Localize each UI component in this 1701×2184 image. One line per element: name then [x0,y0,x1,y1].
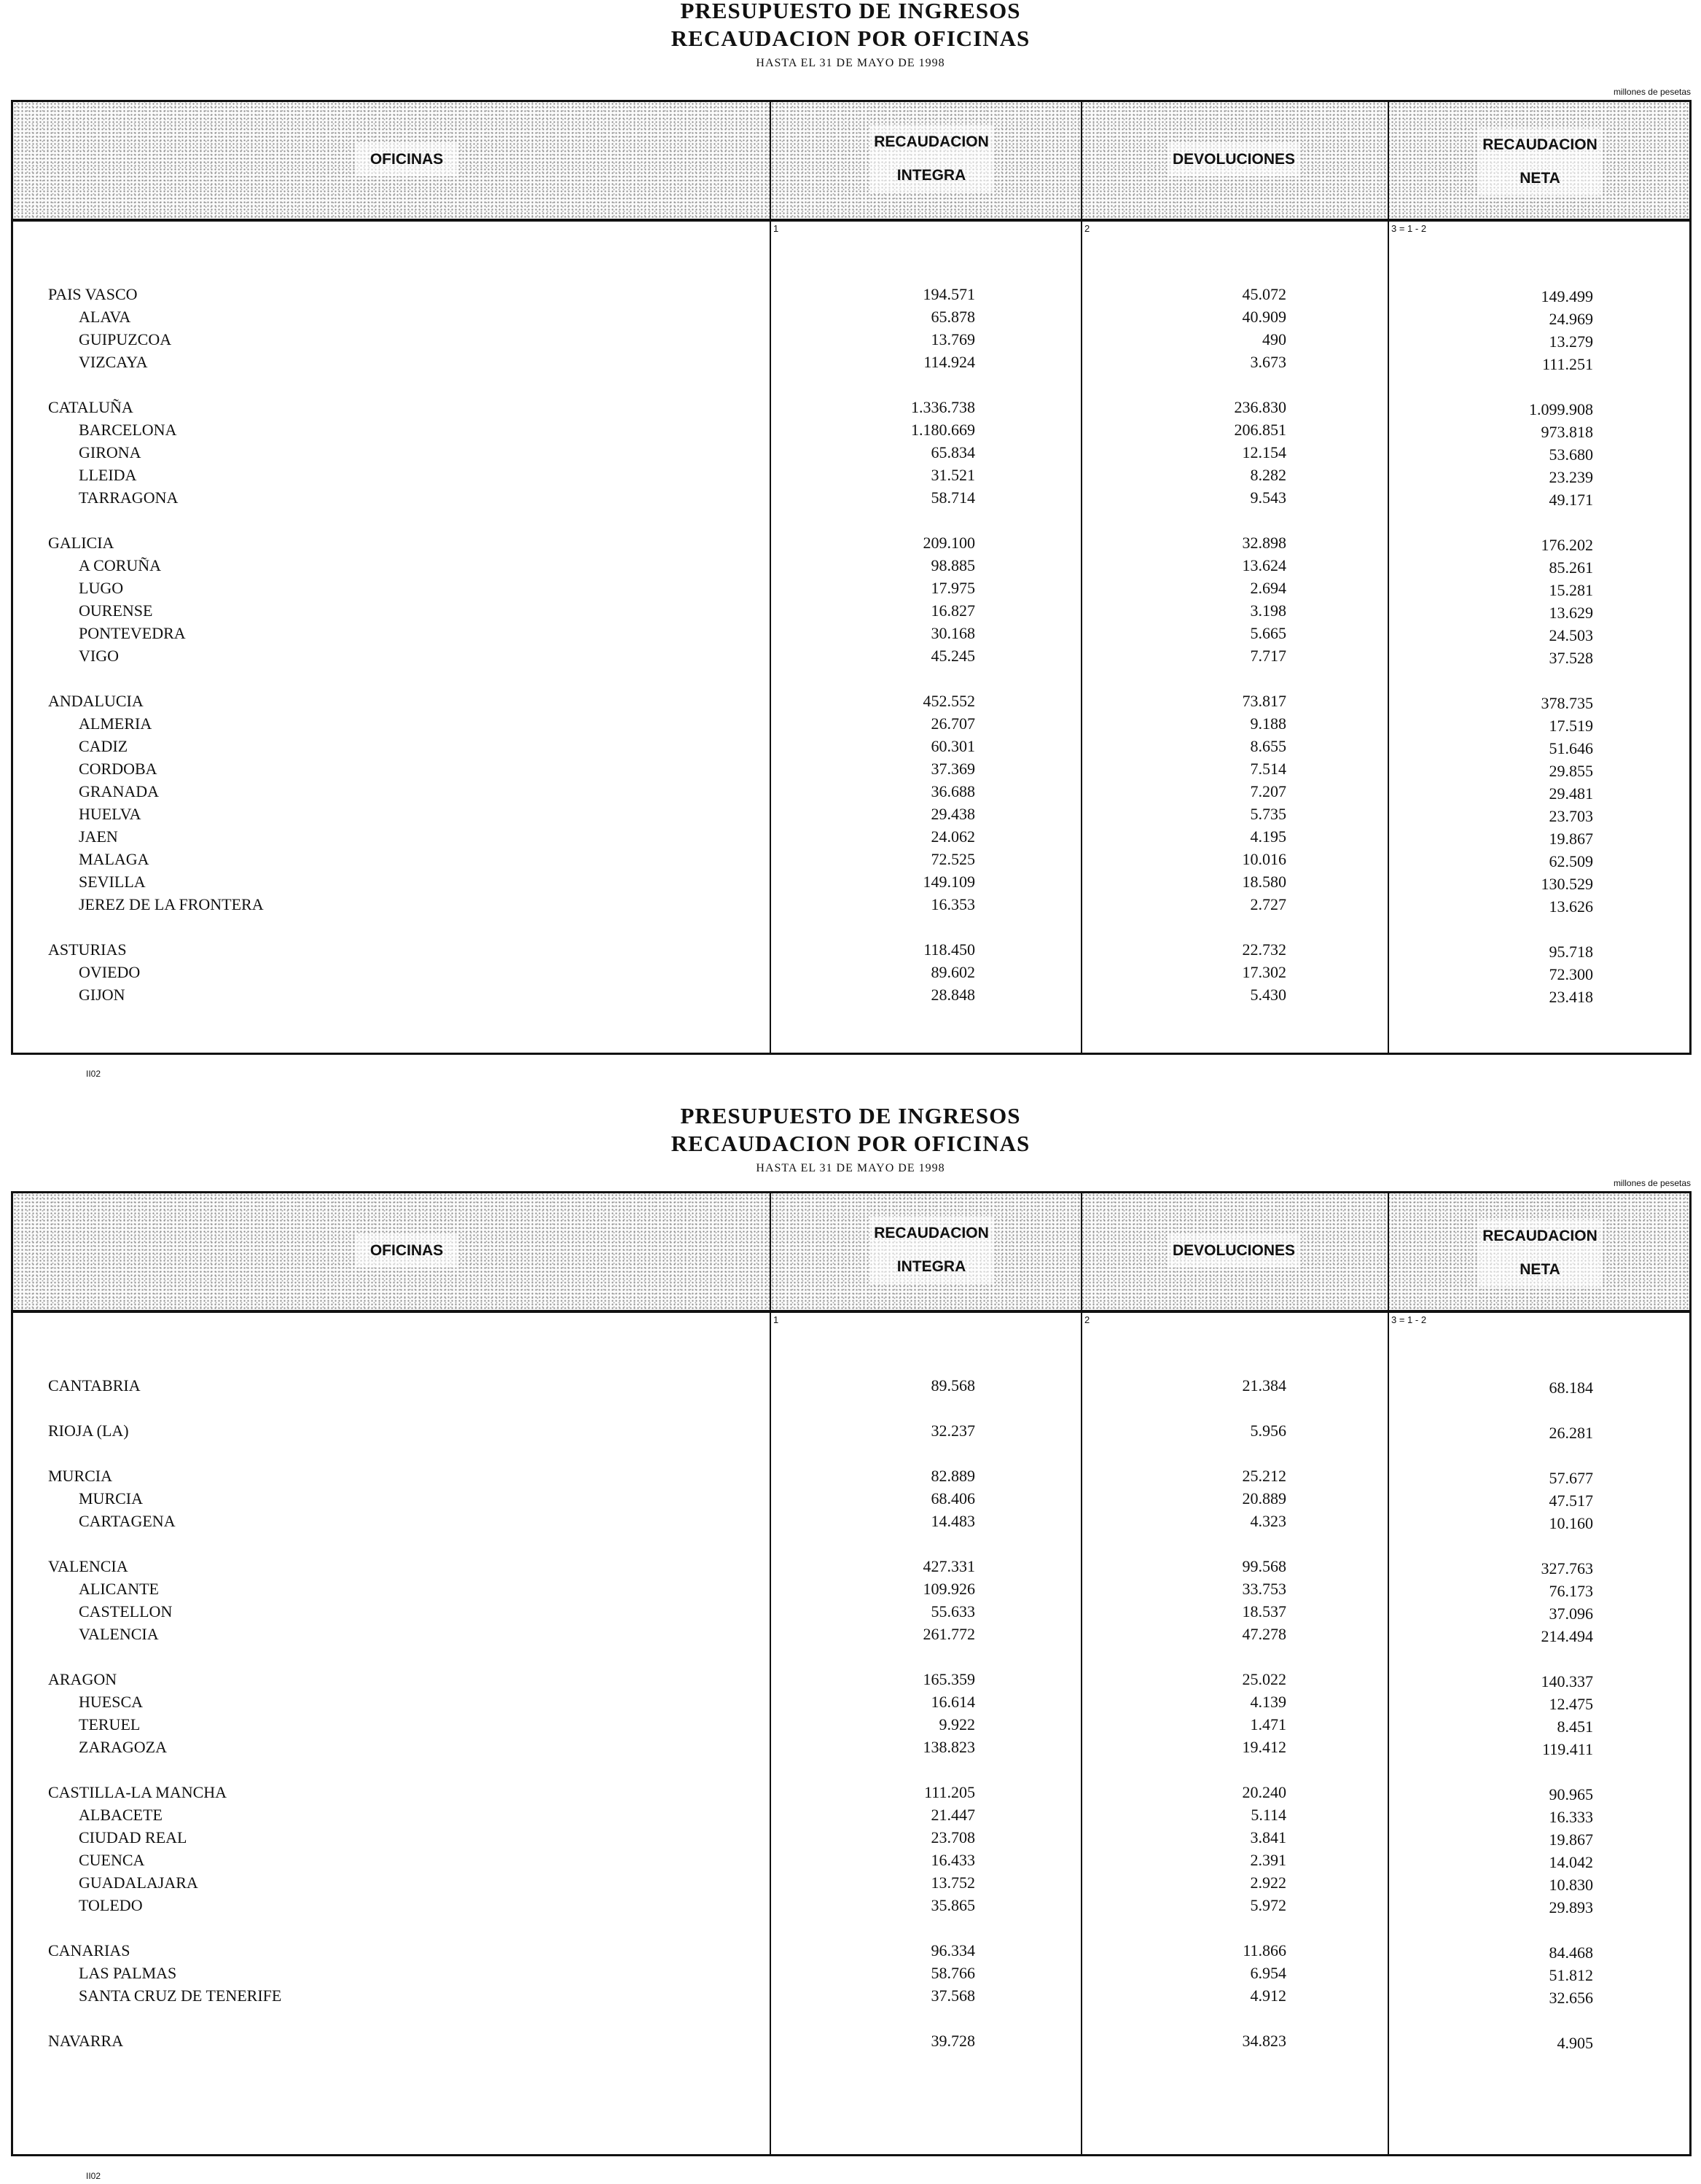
office-name: TERUEL [79,1715,141,1733]
recaudacion-integra-value: 58.714 [931,488,975,507]
office-row [13,1849,1689,1871]
region-name: PAIS VASCO [48,285,138,303]
header-integra-line1: RECAUDACION [874,133,989,150]
recaudacion-neta-value: 17.519 [1549,717,1593,735]
office-name: VIGO [79,647,119,665]
recaudacion-neta-value: 378.735 [1541,694,1593,712]
region-name: CANTABRIA [48,1376,141,1395]
header-oficinas: OFICINAS [356,143,458,176]
recaudacion-integra-value: 65.878 [931,308,975,326]
recaudacion-integra-value: 114.924 [923,353,975,371]
office-name: CUENCA [79,1851,145,1869]
office-row [13,1690,1689,1713]
office-name: ALAVA [79,308,131,326]
recaudacion-neta-value: 62.509 [1549,852,1593,870]
office-name: JEREZ DE LA FRONTERA [79,895,264,913]
office-row [13,1984,1689,2007]
devoluciones-value: 47.278 [1242,1625,1286,1643]
recaudacion-integra-value: 452.552 [923,692,975,710]
devoluciones-value: 12.154 [1242,443,1286,461]
devoluciones-value: 73.817 [1242,692,1286,710]
recaudacion-integra-value: 1.180.669 [911,421,975,439]
recaudacion-integra-value: 165.359 [923,1670,975,1688]
office-name: SANTA CRUZ DE TENERIFE [79,1986,282,2005]
recaudacion-integra-value: 37.568 [931,1986,975,2005]
recaudacion-neta-value: 57.677 [1549,1469,1593,1487]
recaudacion-integra-value: 14.483 [931,1512,975,1530]
report-title: PRESUPUESTO DE INGRESOS [680,0,1021,23]
region-name: ANDALUCIA [48,692,144,710]
office-name: BARCELONA [79,421,177,439]
devoluciones-value: 32.898 [1242,534,1286,552]
recaudacion-integra-value: 1.336.738 [911,398,975,416]
header-neta-line1: RECAUDACION [1482,1228,1598,1244]
office-name: LAS PALMAS [79,1964,177,1982]
recaudacion-integra-value: 209.100 [923,534,975,552]
report-date: HASTA EL 31 DE MAYO DE 1998 [756,57,945,69]
recaudacion-integra-value: 82.889 [931,1467,975,1485]
recaudacion-neta-value: 19.867 [1549,1830,1593,1849]
header-integra-line1: RECAUDACION [874,1225,989,1241]
column-number: 1 [773,223,779,234]
column-number: 2 [1084,223,1090,234]
recaudacion-neta-value: 95.718 [1549,943,1593,961]
recaudacion-neta-value: 76.173 [1549,1582,1593,1600]
region-row [13,1555,1689,1577]
office-name: PONTEVEDRA [79,624,186,642]
office-name: MURCIA [79,1489,144,1508]
recaudacion-neta-value: 13.629 [1549,604,1593,622]
recaudacion-integra-value: 118.450 [923,940,975,959]
devoluciones-value: 20.889 [1242,1489,1286,1508]
report-subtitle: RECAUDACION POR OFICINAS [670,1131,1031,1156]
recaudacion-neta-value: 19.867 [1549,830,1593,848]
office-row [13,1962,1689,1984]
office-name: LLEIDA [79,466,137,484]
recaudacion-neta-value: 23.703 [1549,807,1593,825]
recaudacion-integra-value: 24.062 [931,827,975,846]
recaudacion-integra-value: 98.885 [931,556,975,574]
recaudacion-neta-value: 1.099.908 [1529,400,1593,418]
recaudacion-integra-value: 28.848 [931,986,975,1004]
devoluciones-value: 5.114 [1251,1806,1286,1824]
recaudacion-neta-value: 68.184 [1549,1378,1593,1397]
devoluciones-value: 4.912 [1250,1986,1286,2005]
recaudacion-neta-value: 51.646 [1549,739,1593,757]
office-row [13,1510,1689,1532]
devoluciones-value: 2.694 [1250,579,1286,597]
recaudacion-integra-value: 29.438 [931,805,975,823]
recaudacion-neta-value: 47.517 [1549,1491,1593,1510]
office-name: OVIEDO [79,963,141,981]
recaudacion-integra-value: 13.769 [931,330,975,348]
recaudacion-integra-value: 111.205 [924,1783,975,1801]
recaudacion-neta-value: 90.965 [1549,1785,1593,1803]
devoluciones-value: 236.830 [1234,398,1286,416]
header-integra-line2: INTEGRA [896,167,966,184]
report-subtitle: RECAUDACION POR OFICINAS [670,26,1031,51]
header-devoluciones: DEVOLUCIONES [1168,1234,1299,1268]
recaudacion-neta-value: 15.281 [1549,581,1593,599]
page-footer-code: II02 [86,2171,101,2181]
recaudacion-integra-value: 17.975 [931,579,975,597]
recaudacion-neta-value: 119.411 [1542,1740,1593,1758]
recaudacion-integra-value: 60.301 [931,737,975,755]
devoluciones-value: 7.514 [1250,760,1286,778]
devoluciones-value: 8.655 [1250,737,1286,755]
devoluciones-value: 4.139 [1250,1693,1286,1711]
recaudacion-integra-value: 23.708 [931,1828,975,1846]
office-name: JAEN [79,827,118,846]
devoluciones-value: 5.735 [1250,805,1286,823]
recaudacion-neta-value: 72.300 [1549,965,1593,983]
devoluciones-value: 3.673 [1250,353,1286,371]
office-name: HUELVA [79,805,141,823]
recaudacion-neta-value: 973.818 [1541,423,1593,441]
devoluciones-value: 25.212 [1242,1467,1286,1485]
office-name: CADIZ [79,737,128,755]
devoluciones-value: 20.240 [1242,1783,1286,1801]
office-name: GIJON [79,986,125,1004]
office-row [13,1577,1689,1600]
recaudacion-neta-value: 51.812 [1549,1966,1593,1984]
devoluciones-value: 5.972 [1250,1896,1286,1914]
devoluciones-value: 18.537 [1242,1602,1286,1621]
recaudacion-neta-value: 14.042 [1549,1853,1593,1871]
recaudacion-neta-value: 16.333 [1549,1808,1593,1826]
office-name: GIRONA [79,443,141,461]
header-neta-line2: NETA [1520,1261,1560,1278]
recaudacion-neta-value: 8.451 [1557,1717,1593,1736]
header-neta-line1: RECAUDACION [1482,136,1598,153]
recaudacion-neta-value: 4.905 [1557,2034,1593,2052]
page-footer-code: II02 [86,1069,101,1079]
devoluciones-value: 8.282 [1250,466,1286,484]
office-row [13,1871,1689,1894]
region-row [13,2029,1689,2052]
recaudacion-integra-value: 149.109 [923,873,975,891]
recaudacion-integra-value: 21.447 [931,1806,975,1824]
devoluciones-value: 99.568 [1242,1557,1286,1575]
region-row [13,1465,1689,1487]
devoluciones-value: 7.717 [1250,647,1286,665]
devoluciones-value: 6.954 [1250,1964,1286,1982]
devoluciones-value: 2.727 [1250,895,1286,913]
recaudacion-integra-value: 16.353 [931,895,975,913]
office-name: CASTELLON [79,1602,173,1621]
recaudacion-neta-value: 53.680 [1549,445,1593,464]
office-name: GRANADA [79,782,159,800]
recaudacion-neta-value: 29.481 [1549,784,1593,803]
region-name: VALENCIA [48,1557,128,1575]
devoluciones-value: 9.188 [1250,714,1286,733]
column-number: 1 [773,1314,779,1325]
devoluciones-value: 19.412 [1242,1738,1286,1756]
recaudacion-neta-value: 26.281 [1549,1424,1593,1442]
devoluciones-value: 4.323 [1250,1512,1286,1530]
devoluciones-value: 5.430 [1250,986,1286,1004]
devoluciones-value: 10.016 [1242,850,1286,868]
recaudacion-integra-value: 72.525 [931,850,975,868]
devoluciones-value: 25.022 [1242,1670,1286,1688]
recaudacion-neta-value: 37.096 [1549,1604,1593,1623]
region-name: GALICIA [48,534,114,552]
office-name: CARTAGENA [79,1512,176,1530]
devoluciones-value: 7.207 [1250,782,1286,800]
region-name: CATALUÑA [48,398,133,416]
column-number: 3 = 1 - 2 [1391,1314,1427,1325]
office-name: CORDOBA [79,760,157,778]
office-row [13,1736,1689,1758]
office-name: ALBACETE [79,1806,163,1824]
region-row [13,1374,1689,1397]
region-name: CASTILLA-LA MANCHA [48,1783,227,1801]
recaudacion-neta-value: 10.160 [1549,1514,1593,1532]
recaudacion-integra-value: 31.521 [931,466,975,484]
region-name: CANARIAS [48,1941,130,1959]
recaudacion-integra-value: 194.571 [923,285,975,303]
office-row [13,1623,1689,1645]
recaudacion-integra-value: 65.834 [931,443,975,461]
office-name: ALICANTE [79,1580,159,1598]
devoluciones-value: 2.922 [1250,1873,1286,1892]
office-name: OURENSE [79,601,153,620]
recaudacion-neta-value: 29.855 [1549,762,1593,780]
data-table [11,1191,1692,2156]
devoluciones-value: 206.851 [1234,421,1286,439]
office-row [13,1713,1689,1736]
devoluciones-value: 4.195 [1250,827,1286,846]
header-oficinas: OFICINAS [356,1234,458,1268]
recaudacion-neta-value: 140.337 [1541,1672,1593,1690]
office-name: GUADALAJARA [79,1873,198,1892]
recaudacion-neta-value: 24.969 [1549,310,1593,328]
header-devoluciones: DEVOLUCIONES [1168,143,1299,176]
devoluciones-value: 5.956 [1250,1421,1286,1440]
recaudacion-integra-value: 45.245 [931,647,975,665]
recaudacion-integra-value: 109.926 [923,1580,975,1598]
recaudacion-neta-value: 84.468 [1549,1943,1593,1962]
recaudacion-neta-value: 13.279 [1549,332,1593,351]
column-number: 3 = 1 - 2 [1391,223,1427,234]
recaudacion-neta-value: 327.763 [1541,1559,1593,1577]
region-row [13,1668,1689,1690]
office-row [13,1894,1689,1916]
recaudacion-integra-value: 36.688 [931,782,975,800]
devoluciones-value: 13.624 [1242,556,1286,574]
report-title: PRESUPUESTO DE INGRESOS [680,1103,1021,1128]
recaudacion-integra-value: 26.707 [931,714,975,733]
devoluciones-value: 490 [1262,330,1286,348]
recaudacion-integra-value: 89.568 [931,1376,975,1395]
office-name: ALMERIA [79,714,152,733]
office-name: VALENCIA [79,1625,159,1643]
recaudacion-neta-value: 10.830 [1549,1876,1593,1894]
recaudacion-neta-value: 214.494 [1541,1627,1593,1645]
recaudacion-integra-value: 96.334 [931,1941,975,1959]
devoluciones-value: 17.302 [1242,963,1286,981]
column-number: 2 [1084,1314,1090,1325]
recaudacion-integra-value: 138.823 [923,1738,975,1756]
recaudacion-integra-value: 16.827 [931,601,975,620]
devoluciones-value: 3.841 [1250,1828,1286,1846]
recaudacion-neta-value: 32.656 [1549,1989,1593,2007]
region-name: RIOJA (LA) [48,1421,129,1440]
recaudacion-integra-value: 89.602 [931,963,975,981]
recaudacion-integra-value: 30.168 [931,624,975,642]
header-recaudacion-integra [869,1217,993,1284]
office-name: VIZCAYA [79,353,148,371]
recaudacion-neta-value: 111.251 [1542,355,1593,373]
recaudacion-neta-value: 176.202 [1541,536,1593,554]
office-name: TARRAGONA [79,488,179,507]
recaudacion-neta-value: 85.261 [1549,558,1593,577]
devoluciones-value: 33.753 [1242,1580,1286,1598]
recaudacion-integra-value: 68.406 [931,1489,975,1508]
devoluciones-value: 18.580 [1242,873,1286,891]
devoluciones-value: 9.543 [1250,488,1286,507]
office-row [13,1487,1689,1510]
office-name: GUIPUZCOA [79,330,172,348]
units-label: millones de pesetas [1613,87,1691,97]
devoluciones-value: 3.198 [1250,601,1286,620]
recaudacion-integra-value: 37.369 [931,760,975,778]
devoluciones-value: 2.391 [1250,1851,1286,1869]
recaudacion-neta-value: 37.528 [1549,649,1593,667]
table-header-band [13,1193,1689,1313]
region-name: NAVARRA [48,2032,124,2050]
region-name: ARAGON [48,1670,117,1688]
recaudacion-integra-value: 16.614 [931,1693,975,1711]
devoluciones-value: 40.909 [1242,308,1286,326]
recaudacion-integra-value: 58.766 [931,1964,975,1982]
office-name: ZARAGOZA [79,1738,167,1756]
header-neta-line2: NETA [1520,170,1560,187]
office-row [13,1826,1689,1849]
report-date: HASTA EL 31 DE MAYO DE 1998 [756,1162,945,1174]
devoluciones-value: 1.471 [1250,1715,1286,1733]
office-name: MALAGA [79,850,149,868]
recaudacion-neta-value: 23.418 [1549,988,1593,1006]
devoluciones-value: 34.823 [1242,2032,1286,2050]
region-row [13,1419,1689,1442]
recaudacion-integra-value: 32.237 [931,1421,975,1440]
header-recaudacion-neta [1478,1220,1602,1287]
recaudacion-integra-value: 55.633 [931,1602,975,1621]
recaudacion-neta-value: 13.626 [1549,897,1593,916]
devoluciones-value: 45.072 [1242,285,1286,303]
devoluciones-value: 11.866 [1243,1941,1286,1959]
recaudacion-integra-value: 13.752 [931,1873,975,1892]
recaudacion-integra-value: 261.772 [923,1625,975,1643]
office-name: SEVILLA [79,873,146,891]
devoluciones-value: 5.665 [1250,624,1286,642]
office-name: HUESCA [79,1693,144,1711]
office-row [13,1803,1689,1826]
office-name: A CORUÑA [79,556,162,574]
recaudacion-integra-value: 9.922 [939,1715,975,1733]
recaudacion-neta-value: 24.503 [1549,626,1593,644]
recaudacion-integra-value: 427.331 [923,1557,975,1575]
recaudacion-neta-value: 12.475 [1549,1695,1593,1713]
office-name: CIUDAD REAL [79,1828,187,1846]
recaudacion-neta-value: 29.893 [1549,1898,1593,1916]
recaudacion-neta-value: 149.499 [1541,287,1593,305]
recaudacion-integra-value: 39.728 [931,2032,975,2050]
office-name: LUGO [79,579,124,597]
recaudacion-neta-value: 49.171 [1549,491,1593,509]
region-row [13,1781,1689,1803]
office-name: TOLEDO [79,1896,143,1914]
recaudacion-neta-value: 130.529 [1541,875,1593,893]
devoluciones-value: 22.732 [1242,940,1286,959]
devoluciones-value: 21.384 [1242,1376,1286,1395]
region-name: MURCIA [48,1467,113,1485]
recaudacion-integra-value: 35.865 [931,1896,975,1914]
header-integra-line2: INTEGRA [896,1258,966,1275]
units-label: millones de pesetas [1613,1178,1691,1188]
region-name: ASTURIAS [48,940,127,959]
office-row [13,1600,1689,1623]
recaudacion-neta-value: 23.239 [1549,468,1593,486]
recaudacion-integra-value: 16.433 [931,1851,975,1869]
region-row [13,1939,1689,1962]
